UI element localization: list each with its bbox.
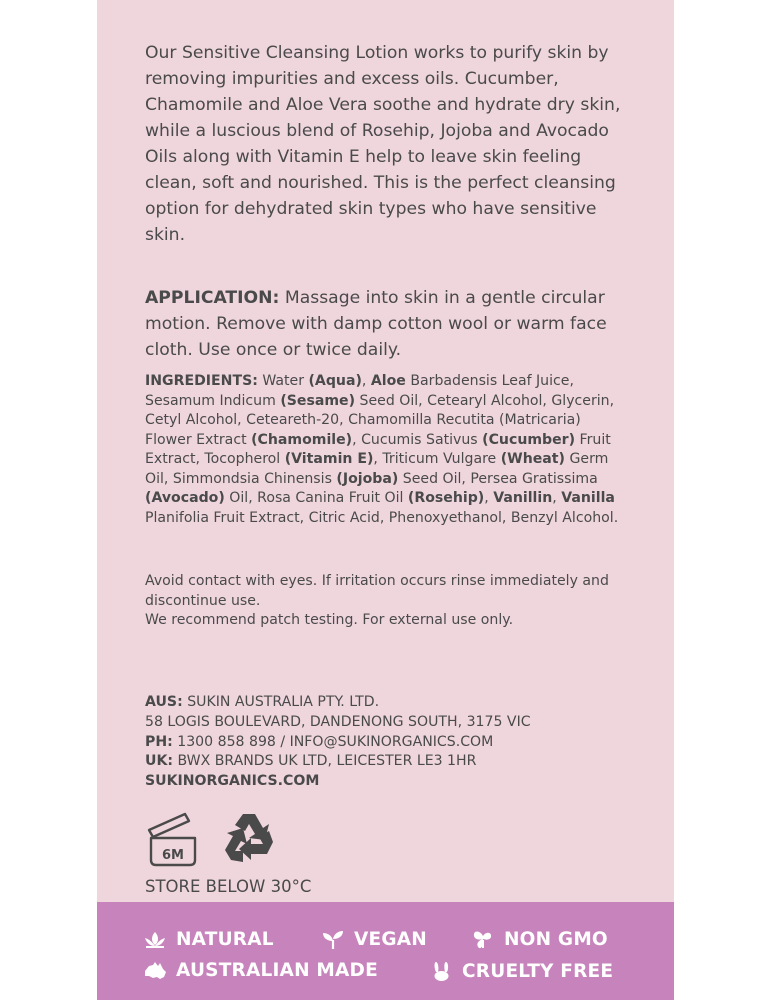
warning-text xyxy=(145,572,625,631)
package-symbols xyxy=(145,808,305,868)
badge-australian-made xyxy=(143,960,378,981)
pao-label: 6M xyxy=(162,848,184,863)
badge-australian-made-label: AUSTRALIAN MADE xyxy=(176,960,378,981)
australia-map-icon xyxy=(143,961,167,981)
aus-line xyxy=(145,693,625,713)
warning-line-eyes: Avoid contact with eyes. If irritation occurs rinse immediately and discontinue use. xyxy=(145,573,609,609)
application-instructions xyxy=(145,285,625,363)
ingredient-text: Water xyxy=(257,373,309,389)
ingredient-text: , Cucumis Sativus xyxy=(352,431,483,448)
ingredient-text: Seed Oil, Persea Gratissima xyxy=(398,470,598,487)
ingredient-highlight: (Aqua) xyxy=(308,373,362,389)
warning-line-patch: We recommend patch testing. For external use only. xyxy=(145,612,514,628)
ingredient-text: , xyxy=(361,373,371,389)
badge-natural xyxy=(143,929,274,950)
ingredient-highlight: (Wheat) xyxy=(500,451,565,467)
product-claims-bar xyxy=(97,902,674,1000)
ingredient-highlight: Vanillin xyxy=(493,490,553,506)
phone-value: 1300 858 898 / INFO@SUKINORGANICS.COM xyxy=(177,733,494,750)
ingredient-highlight: (Chamomile) xyxy=(251,431,353,448)
recycle-icon xyxy=(225,814,273,862)
badge-cruelty-free xyxy=(431,960,613,982)
website: SUKINORGANICS.COM xyxy=(145,773,320,790)
ingredient-highlight: (Avocado) xyxy=(145,490,225,506)
uk-company: BWX BRANDS UK LTD, LEICESTER LE3 1HR xyxy=(177,753,477,770)
sprout-icon xyxy=(321,930,345,950)
company-address xyxy=(145,693,625,792)
product-label xyxy=(97,0,674,1000)
ingredient-highlight: (Cucumber) xyxy=(482,431,576,448)
ingredient-highlight: (Sesame) xyxy=(280,392,356,409)
ingredient-text: Seed Oil, Cetearyl Alcohol, Glycerin, Cetyl Alcohol, Ceteareth-20, Chamomilla Recutita (Matricaria) Flower Extract xyxy=(145,392,615,448)
ingredient-text: , xyxy=(484,490,494,506)
badge-non-gmo-label: NON GMO xyxy=(504,929,608,950)
aus-company: SUKIN AUSTRALIA PTY. LTD. xyxy=(187,694,380,710)
uk-label: UK: xyxy=(145,753,174,770)
application-text: Massage into skin in a gentle circular motion. Remove with damp cotton wool or warm face cloth. Use once or twice daily. xyxy=(145,288,607,360)
ingredients-heading: INGREDIENTS: xyxy=(145,373,258,389)
badge-cruelty-free-label: CRUELTY FREE xyxy=(462,960,614,982)
ingredient-text: Oil, Rosa Canina Fruit Oil xyxy=(224,490,408,506)
ingredient-text: , xyxy=(552,490,562,506)
bunny-icon xyxy=(431,960,453,982)
badge-non-gmo xyxy=(471,929,608,950)
storage-instruction: STORE BELOW 30°C xyxy=(145,877,312,896)
ingredient-highlight: (Rosehip) xyxy=(407,490,485,506)
package-symbols-svg xyxy=(145,808,305,868)
ingredient-highlight: (Jojoba) xyxy=(336,470,399,487)
phone-line xyxy=(145,733,625,753)
ingredient-text: Germ Oil, Simmondsia Chinensis xyxy=(145,451,609,487)
phone-label: PH: xyxy=(145,733,173,750)
ingredient-text: Barbadensis Leaf Juice, Sesamum Indicum xyxy=(145,373,574,409)
ingredient-text: , Triticum Vulgare xyxy=(373,451,501,467)
lotus-icon xyxy=(143,930,167,950)
street-line: 58 LOGIS BOULEVARD, DANDENONG SOUTH, 3175 VIC xyxy=(145,713,531,730)
butterfly-icon xyxy=(471,930,495,950)
uk-line xyxy=(145,752,625,772)
ingredient-highlight: Vanilla xyxy=(561,490,615,506)
ingredient-highlight: Aloe xyxy=(370,373,406,389)
badge-vegan-label: VEGAN xyxy=(354,929,427,950)
ingredient-text: Fruit Extract, Tocopherol xyxy=(145,431,611,467)
badge-natural-label: NATURAL xyxy=(176,929,274,950)
badge-vegan xyxy=(321,929,427,950)
ingredient-text: Planifolia Fruit Extract, Citric Acid, Phenoxyethanol, Benzyl Alcohol. xyxy=(145,509,619,526)
ingredients-list xyxy=(145,372,625,528)
aus-label: AUS: xyxy=(145,694,183,710)
ingredient-highlight: (Vitamin E) xyxy=(284,451,374,467)
product-description: Our Sensitive Cleansing Lotion works to purify skin by removing impurities and excess oils. Cucumber, Chamomile and Aloe Vera soothe and hydrate dry skin, while a luscious blend of Rosehip, Jojoba and Avocado Oils along with Vitamin E help to leave skin feeling clean, soft and nourished. This is the perfect cleansing option for dehydrated skin types who have sensitive skin. xyxy=(145,43,621,245)
application-heading: APPLICATION: xyxy=(145,288,280,308)
